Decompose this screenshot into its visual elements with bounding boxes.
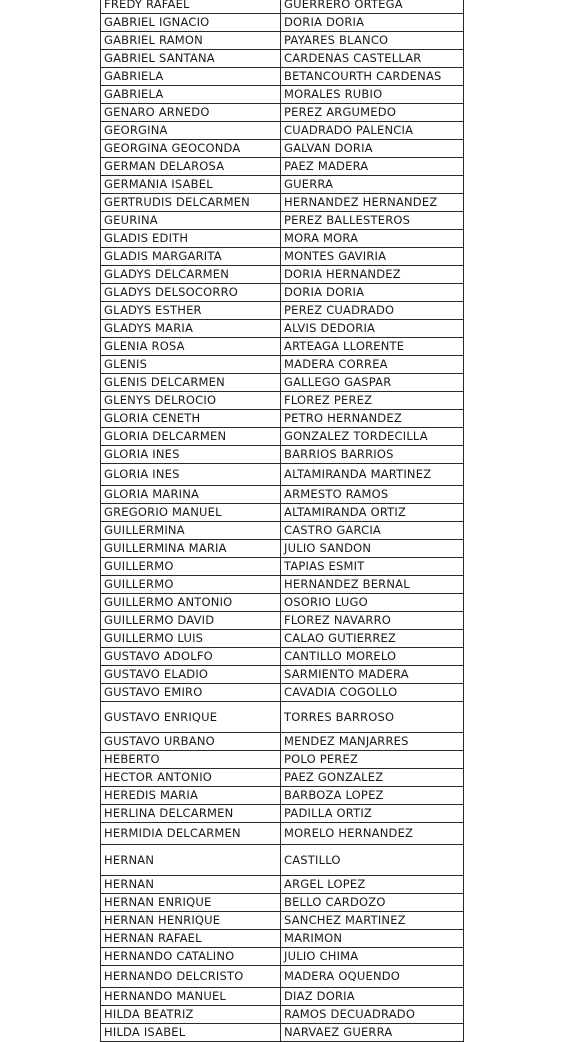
- last-name-cell: CALAO GUTIERREZ: [281, 630, 464, 648]
- table-row: [101, 0, 464, 14]
- first-name-cell: HERNANDO CATALINO: [101, 948, 281, 966]
- first-name-cell: HEBERTO: [101, 751, 281, 769]
- last-name-cell: JULIO SANDON: [281, 540, 464, 558]
- first-name-cell: GUSTAVO ENRIQUE: [101, 702, 281, 733]
- table-row: [101, 410, 464, 428]
- first-name-cell: GUILLERMINA MARIA: [101, 540, 281, 558]
- last-name-cell: ALVIS DEDORIA: [281, 320, 464, 338]
- last-name-cell: GALLEGO GASPAR: [281, 374, 464, 392]
- first-name-cell: GLORIA INES: [101, 446, 281, 464]
- first-name-cell: HERNAN ENRIQUE: [101, 894, 281, 912]
- first-name-cell: GUSTAVO ELADIO: [101, 666, 281, 684]
- last-name-cell: NARVAEZ GUERRA: [281, 1024, 464, 1042]
- table-row: [101, 769, 464, 787]
- table-row: [101, 68, 464, 86]
- first-name-cell: HEREDIS MARIA: [101, 787, 281, 805]
- first-name-cell: GERMANIA ISABEL: [101, 176, 281, 194]
- table-row: [101, 805, 464, 823]
- last-name-cell: PAYARES BLANCO: [281, 32, 464, 50]
- last-name-cell: BELLO CARDOZO: [281, 894, 464, 912]
- last-name-cell: CARDENAS CASTELLAR: [281, 50, 464, 68]
- first-name-cell: GLORIA INES: [101, 464, 281, 486]
- table-row: [101, 302, 464, 320]
- table-row: [101, 392, 464, 410]
- table-row: [101, 284, 464, 302]
- table-row: [101, 787, 464, 805]
- first-name-cell: GUSTAVO EMIRO: [101, 684, 281, 702]
- first-name-cell: GLENYS DELROCIO: [101, 392, 281, 410]
- table-row: [101, 338, 464, 356]
- table-row: [101, 194, 464, 212]
- names-table: [100, 0, 464, 1042]
- table-row: [101, 140, 464, 158]
- table-row: [101, 320, 464, 338]
- first-name-cell: GLENIS DELCARMEN: [101, 374, 281, 392]
- table-row: [101, 648, 464, 666]
- last-name-cell: PEREZ CUADRADO: [281, 302, 464, 320]
- table-row: [101, 176, 464, 194]
- last-name-cell: MORA MORA: [281, 230, 464, 248]
- last-name-cell: FLOREZ PEREZ: [281, 392, 464, 410]
- first-name-cell: GEORGINA: [101, 122, 281, 140]
- last-name-cell: HERNANDEZ BERNAL: [281, 576, 464, 594]
- last-name-cell: PAEZ GONZALEZ: [281, 769, 464, 787]
- first-name-cell: GUILLERMO DAVID: [101, 612, 281, 630]
- first-name-cell: HERLINA DELCARMEN: [101, 805, 281, 823]
- table-row: [101, 894, 464, 912]
- table-row: [101, 50, 464, 68]
- last-name-cell: PAEZ MADERA: [281, 158, 464, 176]
- first-name-cell: GLORIA CENETH: [101, 410, 281, 428]
- first-name-cell: GERTRUDIS DELCARMEN: [101, 194, 281, 212]
- table-row: [101, 32, 464, 50]
- last-name-cell: DORIA DORIA: [281, 14, 464, 32]
- table-row: [101, 86, 464, 104]
- last-name-cell: OSORIO LUGO: [281, 594, 464, 612]
- last-name-cell: SARMIENTO MADERA: [281, 666, 464, 684]
- first-name-cell: GLORIA MARINA: [101, 486, 281, 504]
- first-name-cell: GLADIS MARGARITA: [101, 248, 281, 266]
- names-table-body: [101, 0, 464, 1042]
- first-name-cell: HILDA ISABEL: [101, 1024, 281, 1042]
- last-name-cell: GUERRA: [281, 176, 464, 194]
- last-name-cell: CASTRO GARCIA: [281, 522, 464, 540]
- last-name-cell: DIAZ DORIA: [281, 988, 464, 1006]
- first-name-cell: HERMIDIA DELCARMEN: [101, 823, 281, 845]
- last-name-cell: GONZALEZ TORDECILLA: [281, 428, 464, 446]
- first-name-cell: GABRIELA: [101, 68, 281, 86]
- last-name-cell: CAVADIA COGOLLO: [281, 684, 464, 702]
- table-row: [101, 823, 464, 845]
- last-name-cell: ARMESTO RAMOS: [281, 486, 464, 504]
- last-name-cell: ALTAMIRANDA ORTIZ: [281, 504, 464, 522]
- first-name-cell: GEORGINA GEOCONDA: [101, 140, 281, 158]
- table-row: [101, 594, 464, 612]
- last-name-cell: SANCHEZ MARTINEZ: [281, 912, 464, 930]
- table-row: [101, 630, 464, 648]
- first-name-cell: HERNANDO DELCRISTO: [101, 966, 281, 988]
- table-row: [101, 684, 464, 702]
- table-row: [101, 576, 464, 594]
- table-row: [101, 230, 464, 248]
- last-name-cell: PADILLA ORTIZ: [281, 805, 464, 823]
- table-row: [101, 158, 464, 176]
- first-name-cell: HILDA BEATRIZ: [101, 1006, 281, 1024]
- last-name-cell: GUERRERO ORTEGA: [281, 0, 464, 14]
- last-name-cell: PEREZ ARGUMEDO: [281, 104, 464, 122]
- last-name-cell: RAMOS DECUADRADO: [281, 1006, 464, 1024]
- last-name-cell: FLOREZ NAVARRO: [281, 612, 464, 630]
- first-name-cell: GENARO ARNEDO: [101, 104, 281, 122]
- table-row: [101, 212, 464, 230]
- first-name-cell: GREGORIO MANUEL: [101, 504, 281, 522]
- first-name-cell: GUILLERMO: [101, 558, 281, 576]
- table-row: [101, 428, 464, 446]
- first-name-cell: GABRIEL SANTANA: [101, 50, 281, 68]
- first-name-cell: HERNANDO MANUEL: [101, 988, 281, 1006]
- table-row: [101, 104, 464, 122]
- first-name-cell: GUILLERMO ANTONIO: [101, 594, 281, 612]
- table-row: [101, 751, 464, 769]
- first-name-cell: HECTOR ANTONIO: [101, 769, 281, 787]
- first-name-cell: HERNAN: [101, 845, 281, 876]
- table-row: [101, 486, 464, 504]
- last-name-cell: MADERA OQUENDO: [281, 966, 464, 988]
- first-name-cell: GEURINA: [101, 212, 281, 230]
- first-name-cell: HERNAN: [101, 876, 281, 894]
- first-name-cell: GLADYS ESTHER: [101, 302, 281, 320]
- first-name-cell: GABRIELA: [101, 86, 281, 104]
- first-name-cell: GUSTAVO ADOLFO: [101, 648, 281, 666]
- table-row: [101, 948, 464, 966]
- last-name-cell: DORIA HERNANDEZ: [281, 266, 464, 284]
- last-name-cell: CASTILLO: [281, 845, 464, 876]
- last-name-cell: DORIA DORIA: [281, 284, 464, 302]
- last-name-cell: BARBOZA LOPEZ: [281, 787, 464, 805]
- first-name-cell: GUILLERMO LUIS: [101, 630, 281, 648]
- last-name-cell: CANTILLO MORELO: [281, 648, 464, 666]
- last-name-cell: JULIO CHIMA: [281, 948, 464, 966]
- last-name-cell: ARTEAGA LLORENTE: [281, 338, 464, 356]
- last-name-cell: GALVAN DORIA: [281, 140, 464, 158]
- table-row: [101, 464, 464, 486]
- table-row: [101, 702, 464, 733]
- first-name-cell: GABRIEL RAMON: [101, 32, 281, 50]
- table-row: [101, 1024, 464, 1042]
- table-row: [101, 666, 464, 684]
- table-row: [101, 122, 464, 140]
- first-name-cell: GLADYS DELCARMEN: [101, 266, 281, 284]
- first-name-cell: HERNAN RAFAEL: [101, 930, 281, 948]
- table-row: [101, 930, 464, 948]
- first-name-cell: GABRIEL IGNACIO: [101, 14, 281, 32]
- table-row: [101, 522, 464, 540]
- last-name-cell: POLO PEREZ: [281, 751, 464, 769]
- table-row: [101, 988, 464, 1006]
- last-name-cell: MONTES GAVIRIA: [281, 248, 464, 266]
- table-row: [101, 876, 464, 894]
- first-name-cell: GLADYS MARIA: [101, 320, 281, 338]
- first-name-cell: GERMAN DELAROSA: [101, 158, 281, 176]
- first-name-cell: FREDY RAFAEL: [101, 0, 281, 14]
- last-name-cell: CUADRADO PALENCIA: [281, 122, 464, 140]
- first-name-cell: GLADYS DELSOCORRO: [101, 284, 281, 302]
- last-name-cell: MADERA CORREA: [281, 356, 464, 374]
- table-row: [101, 374, 464, 392]
- table-row: [101, 733, 464, 751]
- last-name-cell: MENDEZ MANJARRES: [281, 733, 464, 751]
- table-row: [101, 504, 464, 522]
- table-row: [101, 558, 464, 576]
- last-name-cell: PEREZ BALLESTEROS: [281, 212, 464, 230]
- table-row: [101, 966, 464, 988]
- table-row: [101, 356, 464, 374]
- last-name-cell: HERNANDEZ HERNANDEZ: [281, 194, 464, 212]
- first-name-cell: GLADIS EDITH: [101, 230, 281, 248]
- table-row: [101, 845, 464, 876]
- last-name-cell: PETRO HERNANDEZ: [281, 410, 464, 428]
- last-name-cell: MARIMON: [281, 930, 464, 948]
- first-name-cell: GUILLERMINA: [101, 522, 281, 540]
- first-name-cell: GUSTAVO URBANO: [101, 733, 281, 751]
- table-row: [101, 612, 464, 630]
- first-name-cell: HERNAN HENRIQUE: [101, 912, 281, 930]
- table-row: [101, 540, 464, 558]
- first-name-cell: GUILLERMO: [101, 576, 281, 594]
- table-row: [101, 446, 464, 464]
- table-row: [101, 266, 464, 284]
- table-row: [101, 248, 464, 266]
- first-name-cell: GLORIA DELCARMEN: [101, 428, 281, 446]
- last-name-cell: BETANCOURTH CARDENAS: [281, 68, 464, 86]
- table-row: [101, 14, 464, 32]
- last-name-cell: ARGEL LOPEZ: [281, 876, 464, 894]
- last-name-cell: ALTAMIRANDA MARTINEZ: [281, 464, 464, 486]
- last-name-cell: TAPIAS ESMIT: [281, 558, 464, 576]
- last-name-cell: MORALES RUBIO: [281, 86, 464, 104]
- first-name-cell: GLENIS: [101, 356, 281, 374]
- table-row: [101, 912, 464, 930]
- table-row: [101, 1006, 464, 1024]
- last-name-cell: BARRIOS BARRIOS: [281, 446, 464, 464]
- last-name-cell: TORRES BARROSO: [281, 702, 464, 733]
- last-name-cell: MORELO HERNANDEZ: [281, 823, 464, 845]
- first-name-cell: GLENIA ROSA: [101, 338, 281, 356]
